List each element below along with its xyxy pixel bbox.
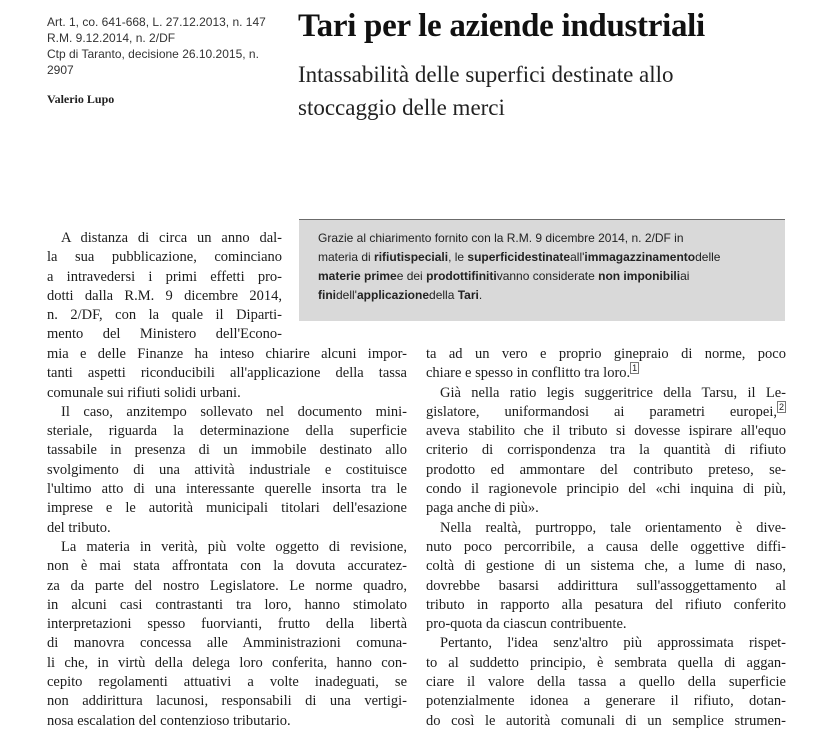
body-line: ta ad un vero e proprio ginepraio di norme, poco bbox=[426, 346, 786, 362]
body-line: svolgimento di una attività industriale e costituisce bbox=[47, 461, 407, 478]
abstract-line bbox=[318, 267, 771, 286]
body-text: gislatore, uniformandosi ai parametri europei, bbox=[426, 403, 777, 420]
body-line: to al suddetto principio, è sembrata quella di aggan- bbox=[426, 654, 786, 671]
abstract-keyword: fini bbox=[318, 288, 336, 302]
abstract-text: ai bbox=[680, 269, 690, 283]
abstract-text: . bbox=[478, 288, 483, 302]
body-line: Pertanto, l'idea senz'altro più approssimata rispet- bbox=[440, 635, 786, 652]
body-line: potenzialmente idonea a generare il rifiuto, dotan- bbox=[426, 693, 786, 710]
body-line: non addirittura lacunosi, responsabili di una vertigi- bbox=[47, 693, 407, 710]
body-line: imprese e le autorità municipali titolari dell'esazione bbox=[47, 500, 407, 517]
body-line: n. 2/DF, con la quale il Diparti- bbox=[47, 307, 282, 324]
body-line: mia e delle Finanze ha inteso chiarire alcuni impor- bbox=[47, 346, 407, 362]
body-line: tributo in rapporto alla pesatura del rifiuto conferito bbox=[426, 596, 786, 613]
abstract-text: , le bbox=[448, 250, 468, 264]
body-line: A distanza di circa un anno dal- bbox=[61, 230, 282, 246]
body-line: coltà di gestione di un sistema che, a lume di naso, bbox=[426, 558, 786, 575]
body-line: dovrebbe basarsi addirittura sull'assoggettamento al bbox=[426, 577, 786, 594]
body-text: chiare e spesso in conflitto tra loro. bbox=[426, 365, 631, 382]
body-line: steriale, riguarda la determinazione della superficie bbox=[47, 423, 407, 440]
author-name: Valerio Lupo bbox=[47, 92, 115, 106]
body-line: condo il ragionevole principio del «chi inquina di più, bbox=[426, 481, 786, 498]
body-line bbox=[426, 403, 786, 422]
abstract-keyword: Tari bbox=[457, 288, 479, 302]
body-line: mento del Ministero dell'Econo- bbox=[47, 326, 282, 343]
body-line: nosa escalation del contenzioso tributario. bbox=[47, 712, 291, 729]
abstract-line bbox=[318, 286, 771, 305]
body-line: criterio di corrispondenza tra la quantità di rifiuto bbox=[426, 442, 786, 459]
body-column-left bbox=[47, 345, 407, 731]
body-line: do così le autorità comunali di un semplice strumen- bbox=[426, 712, 786, 729]
reference-line: Ctp di Taranto, decisione 26.10.2015, n. bbox=[47, 47, 259, 61]
article-title: Tari per le aziende industriali bbox=[298, 8, 705, 44]
body-line: cepito regolamenti attuativi a volte inadeguati, se bbox=[47, 674, 407, 691]
abstract-keyword: non imponibili bbox=[598, 269, 681, 283]
body-line bbox=[426, 364, 786, 383]
abstract-text: Grazie al chiarimento fornito con la R.M. 9 dicembre 2014, n. 2/DF in bbox=[318, 231, 684, 245]
footnote-marker[interactable]: 1 bbox=[632, 363, 638, 374]
abstract-text: vanno considerate bbox=[496, 269, 599, 283]
abstract-keyword: materie prime bbox=[318, 269, 397, 283]
body-line: in alcuni casi contrastanti tra loro, hanno stimolato bbox=[47, 596, 407, 613]
body-line: Il caso, anzitempo sollevato nel documento mini- bbox=[61, 403, 407, 420]
body-line: La materia in verità, più volte oggetto di revisione, bbox=[61, 538, 407, 555]
body-line: comunale sui rifiuti solidi urbani. bbox=[47, 384, 241, 401]
body-line: Nella realtà, purtroppo, tale orientamento è dive- bbox=[440, 519, 786, 536]
body-line: del tributo. bbox=[47, 519, 111, 536]
body-line: ciare il valore della tassa a quello della superficie bbox=[426, 674, 786, 691]
body-line: paga anche di più». bbox=[426, 500, 539, 517]
abstract-box bbox=[299, 219, 785, 321]
abstract-keyword: applicazione bbox=[356, 288, 430, 302]
footnote-marker[interactable]: 2 bbox=[778, 402, 784, 413]
reference-line: 2907 bbox=[47, 63, 74, 77]
abstract-text: materia di bbox=[318, 250, 375, 264]
abstract-keyword: superficidestinate bbox=[467, 250, 571, 264]
abstract-text: e dei bbox=[396, 269, 427, 283]
reference-line: Art. 1, co. 641-668, L. 27.12.2013, n. 147 bbox=[47, 15, 266, 29]
body-line: tassabile in presenza di un immobile destinato allo bbox=[47, 442, 407, 459]
abstract-keyword: rifiutispeciali bbox=[374, 250, 449, 264]
references-block bbox=[47, 14, 282, 78]
body-line: za da parte del nostro Legislatore. Le norme quadro, bbox=[47, 577, 407, 594]
abstract-text: della bbox=[429, 288, 458, 302]
body-line: non è mai stata affrontata con la dovuta accuratez- bbox=[47, 558, 407, 575]
body-column-intro bbox=[47, 229, 282, 345]
body-line: a intravedersi i primi effetti pro- bbox=[47, 268, 282, 285]
abstract-line bbox=[318, 248, 771, 267]
abstract-text: delle bbox=[695, 250, 721, 264]
abstract-keyword: immagazzinamento bbox=[584, 250, 696, 264]
abstract-line bbox=[318, 229, 771, 248]
body-line: nuto poco percorribile, a causa delle oggettive diffi- bbox=[426, 538, 786, 555]
body-line: tanti aspetti riconducibili all'applicazione della tassa bbox=[47, 365, 407, 382]
body-line: di manovra concessa alle Amministrazioni comuna- bbox=[47, 635, 407, 652]
reference-line: R.M. 9.12.2014, n. 2/DF bbox=[47, 31, 176, 45]
body-line: la sua pubblicazione, cominciano bbox=[47, 249, 282, 266]
body-line: l'ultimo atto di una interessante querelle insorta tra le bbox=[47, 481, 407, 498]
abstract-text: dell' bbox=[336, 288, 357, 302]
body-line: Già nella ratio legis suggeritrice della Tarsu, il Le- bbox=[440, 384, 786, 401]
body-line: dotti dalla R.M. 9 dicembre 2014, bbox=[47, 287, 282, 304]
body-line: prodotto ed ammontare del contributo preteso, se- bbox=[426, 461, 786, 478]
body-line: pro-quota da ciascun contribuente. bbox=[426, 616, 627, 633]
article-subtitle: Intassabilità delle superfici destinate allo stoccaggio delle merci bbox=[298, 62, 674, 120]
abstract-text: all' bbox=[570, 250, 585, 264]
body-line: interpretazioni spesso fuorvianti, frutto della libertà bbox=[47, 616, 407, 633]
body-line: aveva stabilito che il tributo si dovesse ispirare all'equo bbox=[426, 423, 786, 440]
body-line: li che, in virtù della delega loro conferita, hanno con- bbox=[47, 654, 407, 671]
abstract-keyword: prodottifiniti bbox=[426, 269, 497, 283]
body-column-right bbox=[426, 345, 786, 731]
